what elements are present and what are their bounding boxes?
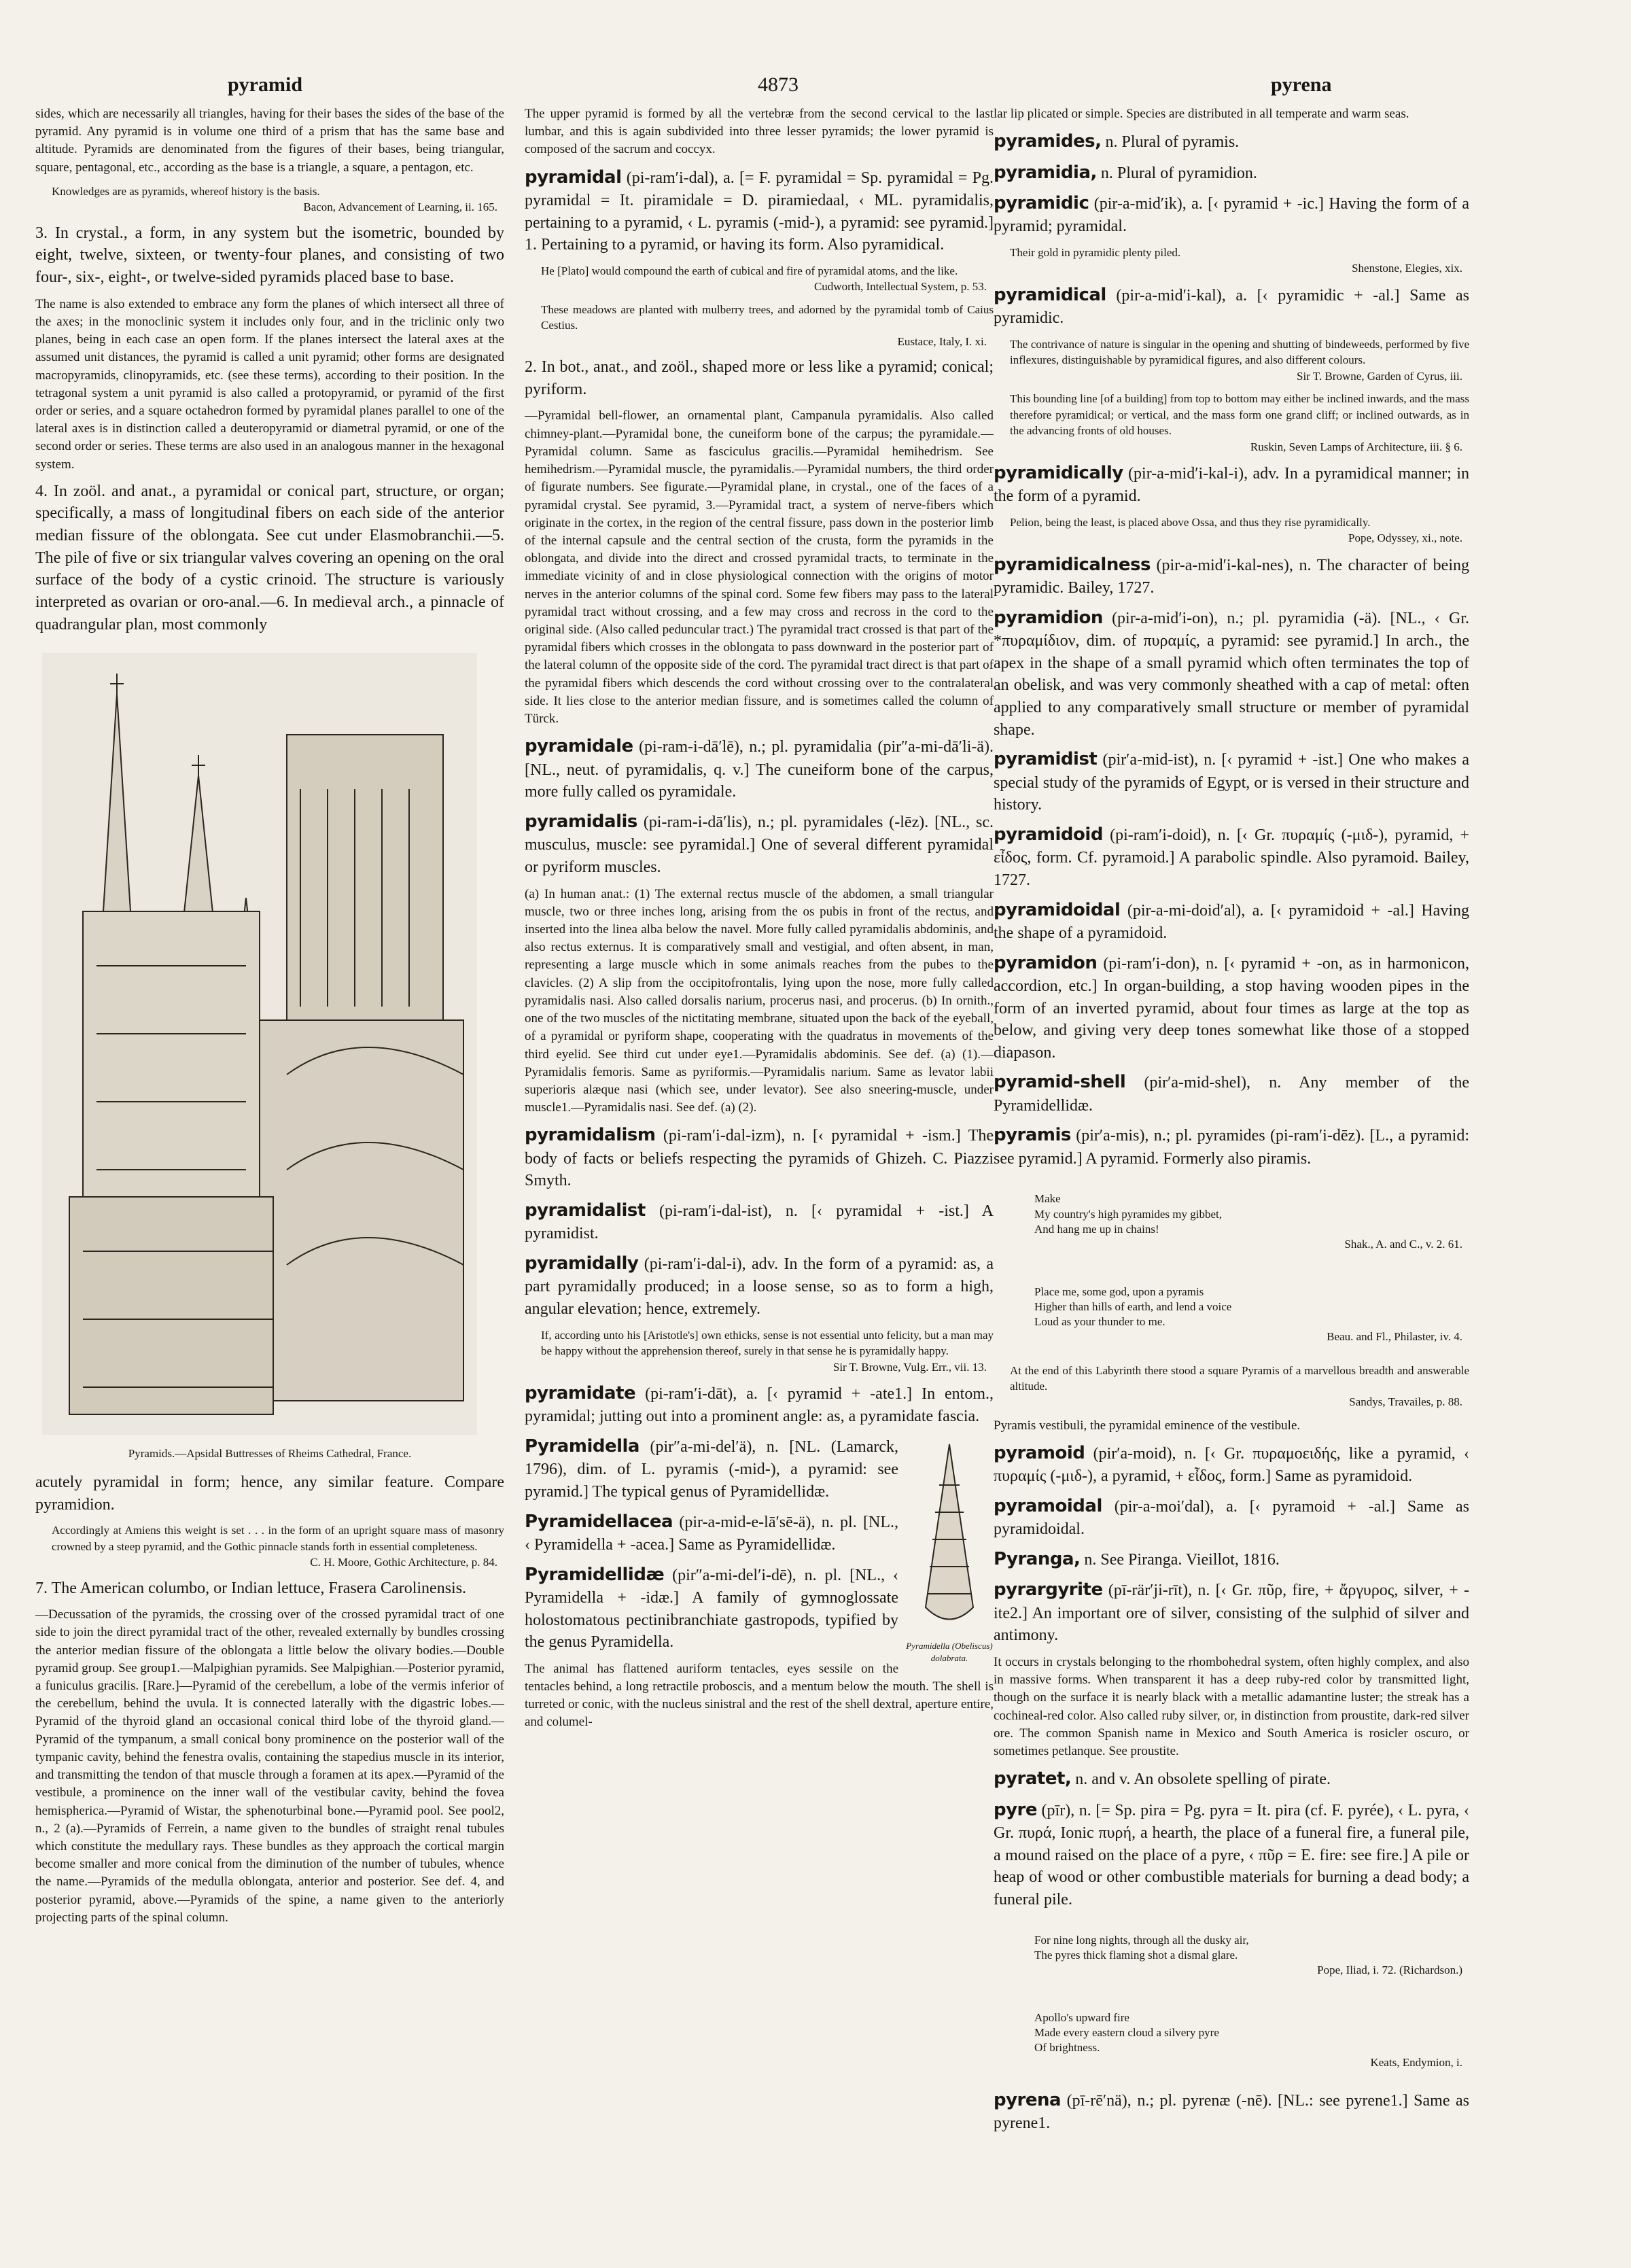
entry-pyramidon <box>994 952 1469 1064</box>
verse-text: Make My country's high pyramides my gibbet, And hang me up in chains! <box>1034 1192 1222 1236</box>
definition: (pi-ram′i-dāt), a. [‹ pyramid + -ate1.] In entom., pyramidal; jutting out into a prominent angle: as, a pyramidate fascia. <box>525 1384 994 1426</box>
headword: pyratet, <box>994 1768 1072 1790</box>
definition: (pi-ram-i-dā′lē), n.; pl. pyramidalia (pir″a-mi-dā′li-ä). [NL., neut. of pyramidalis, q. v.] The cuneiform bone of the carpus, more fully called os pyramidale. <box>525 738 994 801</box>
quote-source: Shak., A. and C., v. 2. 61. <box>1344 1237 1462 1251</box>
quote-text: If, according unto his [Aristotle's] own ethicks, sense is not essential unto felicity, but a man may be happy without the apprehension thereof, surely in that sense he is pyramidally happy. <box>541 1328 994 1358</box>
headword: pyramidalism <box>525 1125 656 1146</box>
column-3 <box>994 105 1469 2253</box>
definition: (pir-a-moi′dal), a. [‹ pyramoid + -al.] Same as pyramidoidal. <box>994 1498 1469 1539</box>
quotation <box>541 263 994 295</box>
entry-pyramidical <box>994 283 1469 330</box>
verse-text: For nine long nights, through all the dusky air, The pyres thick flaming shot a dismal glare. <box>1034 1933 1249 1961</box>
headword: pyramidale <box>525 736 633 757</box>
entry-note: It occurs in crystals belonging to the rhombohedral system, often highly complex, and also in massive forms. When transparent it has a deep ruby-red color by transmitted light, though on the surface it is nearly black with a metallic adamantine luster; the streak has a cochineal-red color. Also called ruby silver, or, in distinction from proustite, dark-red silver ore. The common Spanish name in Mexico and South America is rosicler oscuro, or sometimes petlanque. See proustite. <box>994 1655 1469 1759</box>
definition: n. Plural of pyramidion. <box>1100 164 1257 182</box>
entry-pyre <box>994 1798 1469 1911</box>
entry-text: 2. In bot., anat., and zoöl., shaped more or less like a pyramid; conical; pyriform. <box>525 358 994 398</box>
definition: (pir-a-mid′i-on), n.; pl. pyramidia (-ä). [NL., ‹ Gr. *πυραμίδιον, dim. of πυραμίς, a pyramid: see pyramid.] In arch., the apex in the shape of a small pyramid which often terminates the top of an obelisk, and was very commonly sheathed with a cap of metal: often applied to any comparatively small structure or member of pyramidal shape. <box>994 609 1469 739</box>
column-2 <box>525 105 994 2253</box>
definition: n. Plural of pyramis. <box>1105 133 1240 152</box>
entry-note: —Pyramidal bell-flower, an ornamental plant, Campanula pyramidalis. Also called chimney-plant.—Pyramidal bone, the cuneiform bone of the carpus; the pyramidale.—Pyramidal column. Same as fasciculus gracilis.—Pyramidal hemihedrism. See hemihedrism.—Pyramidal muscle, the pyramidalis.—Pyramidal numbers, the third order of figurate numbers. See figurate.—Pyramidal plane, in crystal., one of the faces of a pyramidal crystal. See pyramid, 3.—Pyramidal tract, a system of nerve-fibers which originate in the cortex, in the region of the central fissure, pass down in the posterior limb of the internal capsule and the central section of the crusta, form the pyramids in the oblongata, and divide into the direct and crossed pyramidal tracts, to terminate in the immediate vicinity of and in close physiological connection with the origins of motor nerves in the anterior columns of the spinal cord. Some few fibers may pass to the lateral pyramidal tract without crossing, and a few may cross and recross in the cord to the original side. (Also called peduncular tract.) The pyramidal tract crossed is that part of the pyramidal fibers which crosses in the oblongata to pass downward in the posterior part of the lateral column of the opposite side of the cord. The pyramidal tract direct is that part of the pyramidal fibers which descends the cord without crossing over to the contralateral side. It lies close to the anterior median fissure, and is sometimes called the column of Türck. <box>525 408 994 727</box>
headword: pyramidicalness <box>994 554 1151 575</box>
headword: pyramidia, <box>994 162 1097 183</box>
entry-pyramidate <box>525 1382 994 1428</box>
quotation <box>1010 245 1469 277</box>
quote-text: The contrivance of nature is singular in the opening and shutting of bindeweeds, performed by five inflexures, distinguishable by pyramidical figures, and also different colours. <box>1010 337 1469 367</box>
quotation <box>52 184 504 215</box>
definition: (pir-a-mi-doid′al), a. [‹ pyramidoid + -al.] Having the shape of a pyramidoid. <box>994 901 1469 942</box>
figure-caption: Pyramidella (Obeliscus) dolabrata. <box>906 1641 993 1664</box>
headword: pyramidist <box>994 749 1098 770</box>
definition: (pir″a-mi-del′ä), n. [NL. (Lamarck, 1796), dim. of L. pyramis (-mid-), a pyramid: see pyramid.] The typical genus of Pyramidellidæ. <box>525 1437 898 1501</box>
entry-pyramidist <box>994 748 1469 816</box>
headword: Pyramidellacea <box>525 1511 673 1532</box>
quote-source: Sir T. Browne, Garden of Cyrus, iii. <box>1297 369 1462 383</box>
definition: (pi-ram-i-dā′lis), n.; pl. pyramidales (-lēz). [NL., sc. musculus, muscle: see pyramidal.] One of several different pyramidal or pyriform muscles. <box>525 813 994 876</box>
definition: (pir′a-mid-shel), n. Any member of the Pyramidellidæ. <box>994 1074 1469 1115</box>
entry-pyramidoid <box>994 823 1469 892</box>
definition: (pir-a-mid′i-kal-i), adv. In a pyramidical manner; in the form of a pyramid. <box>994 464 1469 506</box>
headword: Pyranga, <box>994 1549 1081 1570</box>
entry-note: The upper pyramid is formed by all the vertebræ from the second cervical to the last lumbar, and this is again subdivided into three lesser pyramids; the lower pyramid is composed of the sacrum and coccyx. <box>525 107 994 157</box>
quote-text: He [Plato] would compound the earth of cubical and fire of pyramidal atoms, and the like. <box>541 264 958 277</box>
entry-text: 4. In zoöl. and anat., a pyramidal or conical part, structure, or organ; specifically, a mass of longitudinal fibers on each side of the anterior median fissure of the oblongata. See cut under Elasmobranchii.—5. The pile of five or six triangular valves covering an opening on the oral surface of the body of a cystic crinoid. The structure is variously interpreted as ovarian or oro-anal.—6. In medieval arch., a pinnacle of quadrangular plan, most commonly <box>35 482 504 633</box>
entry-pyramidia <box>994 161 1469 185</box>
quote-source: Sandys, Travailes, p. 88. <box>1349 1395 1462 1409</box>
headword: pyramidical <box>994 284 1106 305</box>
entry-pyranga <box>994 1548 1469 1571</box>
headword: pyramidal <box>525 167 622 188</box>
quote-source: Pope, Odyssey, xi., note. <box>1348 531 1462 545</box>
verse-quotation <box>1034 1270 1469 1360</box>
entry-pyramidicalness <box>994 553 1469 599</box>
running-head-right: pyrena <box>1271 73 1332 96</box>
headword: Pyramidella <box>525 1435 639 1456</box>
definition: (pir′a-mis), n.; pl. pyramides (pi-ram′i-dēz). [L., a pyramid: see pyramid.] A pyramid. Formerly also piramis. <box>994 1127 1469 1168</box>
entry-note: (a) In human anat.: (1) The external rectus muscle of the abdomen, a small triangular muscle, two or three inches long, arising from the os pubis in front of the rectus, and inserted into the linea alba below the navel. More fully called pyramidalis abdominis, and also rectus externus. It is comparatively small and vestigial, and often absent, in man, representing a large muscle which in some animals reaches from the pubes to the clavicles. (2) A slip from the occipitofrontalis, lying upon the nose, more fully called pyramidalis nasi. Also called dorsalis narium, procerus nasi, and procerus. (b) In ornith., one of the two muscles of the nictitating membrane, situated upon the back of the eyeball, of a pyramidal or pyriform shape, cooperating with the quadratus in movements of the third eyelid. See third cut under eye1.—Pyramidalis abdominis. See def. (a) (1).—Pyramidalis femoris. Same as pyriformis.—Pyramidalis narium. Same as levator labii superioris alæque nasi (which see, under levator). See also sneering-muscle, under muscle1.—Pyramidalis nasi. See def. (a) (2). <box>525 886 994 1115</box>
headword: pyrena <box>994 2089 1062 2110</box>
headword: pyramidoidal <box>994 899 1121 920</box>
quote-source: Bacon, Advancement of Learning, ii. 165. <box>303 200 497 214</box>
quote-source: Sir T. Browne, Vulg. Err., vii. 13. <box>832 1360 987 1374</box>
quotation <box>52 1522 504 1570</box>
headword: pyramoid <box>994 1443 1085 1464</box>
quotation <box>541 302 994 349</box>
page-number: 4873 <box>758 73 799 96</box>
headword: pyramides, <box>994 131 1102 152</box>
entry-pyramidal <box>525 166 994 256</box>
headword: pyramid-shell <box>994 1072 1126 1093</box>
entry-pyrargyrite <box>994 1578 1469 1647</box>
quote-text: At the end of this Labyrinth there stood a square Pyramis of a marvellous breadth and answerable altitude. <box>1010 1363 1469 1393</box>
entry-pyramidally <box>525 1252 994 1321</box>
entry-pyramides <box>994 130 1469 154</box>
definition: (pī-rär′ji-rīt), n. [‹ Gr. πῦρ, fire, + ἄργυρος, silver, + -ite2.] An important ore of silver, consisting of the sulphid of silver and antimony. <box>994 1582 1469 1645</box>
definition: (pi-ram′i-dal-ist), n. [‹ pyramidal + -ist.] A pyramidist. <box>525 1202 994 1243</box>
verse-quotation <box>1034 1995 1469 2086</box>
entry-pyramidically <box>994 461 1469 508</box>
headword: pyramidoid <box>994 824 1103 845</box>
definition: (pir′a-mid-ist), n. [‹ pyramid + -ist.] One who makes a special study of the pyramids of Egypt, or is versed in their structure and history. <box>994 751 1469 814</box>
definition: (pi-ram′i-dal-i), adv. In the form of a pyramid: as, a part pyramidally produced; in a loose sense, so as to form a high, angular elevation; hence, extremely. <box>525 1255 994 1318</box>
definition: (pir-a-mid′ik), a. [‹ pyramid + -ic.] Having the form of a pyramid; pyramidal. <box>994 194 1469 236</box>
definition: (pi-ram′i-dal), a. [= F. pyramidal = Sp. pyramidal = Pg. pyramidal = It. piramidale = D. piramiedaal, ‹ ML. pyramidalis, pertaining to a pyramid, ‹ L. pyramis (-mid-), a pyramid: see pyramid.] 1. Pertaining to a pyramid, or having its form. Also pyramidical. <box>525 169 994 254</box>
quote-text: Knowledges are as pyramids, whereof history is the basis. <box>52 184 320 198</box>
headword: pyramidate <box>525 1382 636 1403</box>
quote-text: This bounding line [of a building] from top to bottom may either be inclined inwards, and the mass therefore pyramidical; or vertical, and the mass form one grand cliff; or inclined outwards, as in the advancing fronts of old houses. <box>1010 392 1469 438</box>
verse-quotation <box>1034 1918 1469 1993</box>
definition: (pīr), n. [= Sp. pira = Pg. pyra = It. pira (cf. F. pyrée), ‹ L. pyra, ‹ Gr. πυρά, Ionic πυρή, a hearth, the place of a funeral fire, a funeral pile, a mound raised on the place of a pyre, ‹ πῦρ = E. fire: see fire.] A pile or heap of wood or other combustible materials for burning a dead body; a funeral pile. <box>994 1801 1469 1908</box>
headword: pyramidalist <box>525 1200 646 1221</box>
quote-source: Cudworth, Intellectual System, p. 53. <box>813 280 987 294</box>
definition: (pi-ram′i-don), n. [‹ pyramid + -on, as in harmonicon, accordion, etc.] In organ-building, a stop having wooden pipes in the form of an inverted pyramid, about four times as large at the top as below, and giving very deep tones somewhat like those of a stopped diapason. <box>994 954 1469 1062</box>
verse-quotation <box>1034 1176 1469 1267</box>
figure-caption: Pyramids.—Apsidal Buttresses of Rheims Cathedral, France. <box>128 1447 412 1461</box>
entry-pyrena <box>994 2089 1469 2135</box>
entry-text: 7. The American columbo, or Indian lettuce, Frasera Carolinensis. <box>35 1579 467 1597</box>
definition: (pī-rē′nä), n.; pl. pyrenæ (-nē). [NL.: see pyrene1.] Same as pyrene1. <box>994 2091 1469 2132</box>
headword: pyramidally <box>525 1253 639 1274</box>
shell-figure <box>905 1437 994 1662</box>
definition: (pir-a-mid′i-kal-nes), n. The character of being pyramidic. Bailey, 1727. <box>994 556 1469 597</box>
quote-text: Pelion, being the least, is placed above Ossa, and thus they rise pyramidically. <box>1010 515 1371 529</box>
quote-source: Ruskin, Seven Lamps of Architecture, iii. § 6. <box>1250 440 1462 453</box>
quote-source: Keats, Endymion, i. <box>1370 2056 1462 2070</box>
definition: n. See Piranga. Vieillot, 1816. <box>1084 1551 1280 1569</box>
entry-pyratet <box>994 1767 1469 1791</box>
quote-text: Their gold in pyramidic plenty piled. <box>1010 245 1181 259</box>
quotation <box>541 1327 994 1375</box>
verse-text: Apollo's upward fire Made every eastern cloud a silvery pyre Of brightness. <box>1034 2011 1219 2055</box>
headword: pyre <box>994 1799 1038 1820</box>
entry-pyramidic <box>994 192 1469 238</box>
definition: (pir′a-moid), n. [‹ Gr. πυραμοειδής, like a pyramid, ‹ πυραμίς (-μιδ-), a pyramid, + εἶδος, form.] Same as pyramidoid. <box>994 1445 1469 1486</box>
headword: pyramidically <box>994 462 1123 483</box>
quote-source: Beau. and Fl., Philaster, iv. 4. <box>1327 1330 1462 1344</box>
definition: n. and v. An obsolete spelling of pirate. <box>1075 1770 1331 1789</box>
entry-pyramis <box>994 1123 1469 1170</box>
quotation <box>1010 1363 1469 1410</box>
entry-pyramoid <box>994 1442 1469 1488</box>
entry-pyramid-shell <box>994 1070 1469 1117</box>
running-head-left: pyramid <box>228 73 303 96</box>
entry-text: sides, which are necessarily all triangles, having for their bases the sides of the base of the pyramid. Any pyramid is in volume one third of a prism that has the same base and altitude. Pyramids are denominated from the figures of their bases, being triangular, square, pentagonal, etc., according as the base is a triangle, a square, a pentagon, etc. <box>35 107 504 175</box>
quotation <box>1010 336 1469 384</box>
headword: pyramidon <box>994 952 1098 973</box>
quote-text: These meadows are planted with mulberry trees, and adorned by the pyramidal tomb of Caius Cestius. <box>541 302 994 332</box>
quote-text: Accordingly at Amiens this weight is set . . . in the form of an upright square mass of masonry crowned by a steep pyramid, and the Gothic pinnacle stands forth in essential completeness. <box>52 1524 504 1553</box>
entry-pyramidale <box>525 735 994 803</box>
headword: pyramidic <box>994 192 1089 213</box>
entry-note: Pyramis vestibuli, the pyramidal eminence of the vestibule. <box>994 1418 1301 1433</box>
definition: (pir-a-mid-e-lā′sē-ä), n. pl. [NL., ‹ Pyramidella + -acea.] Same as Pyramidellidæ. <box>525 1513 898 1554</box>
entry-note: —Decussation of the pyramids, the crossing over of the crossed pyramidal tract of one side to join the direct pyramidal tract of the other, revealed externally by bundles crossing the anterior median fissure of the oblongata a little below the olivary bodies.—Double pyramid group. See group1.—Malpighian pyramids. See Malpighian.—Posterior pyramid, a funiculus gracilis. [Rare.]—Pyramid of the cerebellum, a lobe of the vermis inferior of the cerebellum, behind the uvula. It is connected laterally with the digastric lobes.—Pyramid of the thyroid gland an occasional conical third lobe of the thyroid gland.—Pyramid of the tympanum, a small conical bony prominence on the posterior wall of the tympanic cavity, behind the fenestra ovalis, containing the stapedius muscle in its interior, and transmitting the tendon of that muscle through a foramen at its apex.—Pyramid of the vestibule, a prominence on the inner wall of the vestibular cavity, behind the fovea hemispherica.—Pyramid of Wistar, the sphenoturbinal bone.—Pyramid pool. See pool2, n., 2 (a).—Pyramids of Ferrein, a name given to the bundles of straight renal tubules which constitute the medullary rays. These bundles as they approach the cortical margin become smaller and more conical from the diminution of the number of tubules, whence the name.—Pyramids of the medulla oblongata, anterior and posterior. See def. 4, and posterior pyramid, above.—Pyramids of the spine, a name given to the anteriorly projecting parts of the spinal column. <box>35 1607 504 1925</box>
headword: pyramis <box>994 1125 1071 1146</box>
definition: (pi-ram′i-dal-izm), n. [‹ pyramidal + -ism.] The body of facts or beliefs respecting the pyramids of Ghizeh. C. Piazzi Smyth. <box>525 1127 994 1190</box>
verse-text: Place me, some god, upon a pyramis Higher than hills of earth, and lend a voice Loud as your thunder to me. <box>1034 1285 1232 1329</box>
entry-text: acutely pyramidal in form; hence, any similar feature. Compare pyramidion. <box>35 1473 504 1514</box>
entry-pyramidion <box>994 606 1469 741</box>
headword: pyramidalis <box>525 811 637 832</box>
column-1 <box>35 105 504 2253</box>
entry-pyramoidal <box>994 1495 1469 1541</box>
entry-pyramidalist <box>525 1199 994 1245</box>
quote-source: Pope, Iliad, i. 72. (Richardson.) <box>1317 1963 1462 1976</box>
cathedral-illustration <box>42 653 477 1435</box>
definition: (pi-ram′i-doid), n. [‹ Gr. πυραμίς (-μιδ-), pyramid, + εἶδος, form. Cf. pyramoid.] A parabolic spindle. Also pyramoid. Bailey, 1727. <box>994 826 1469 889</box>
headword: pyramoidal <box>994 1496 1102 1517</box>
definition: (pir″a-mi-del′i-dē), n. pl. [NL., ‹ Pyramidella + -idæ.] A family of gymnoglossate holostomatous pectinibranchiate gastropods, typified by the genus Pyramidella. <box>525 1566 899 1652</box>
quote-source: Shenstone, Elegies, xix. <box>1352 262 1462 275</box>
quote-source: Eustace, Italy, I. xi. <box>897 334 987 348</box>
quotation <box>1010 391 1469 455</box>
quotation <box>1010 514 1469 546</box>
entry-note: The animal has flattened auriform tentacles, eyes sessile on the tentacles behind, a long retractile proboscis, and a mentum below the mouth. The shell is turreted or conic, with the nucleus sinistral and the rest of the shell dextral, aperture entire, and columel- <box>525 1661 994 1730</box>
entry-note: The name is also extended to embrace any form the planes of which intersect all three of the axes; in the monoclinic system it includes only four, and in the triclinic only two planes, being in each case an open form. If the planes intersect the lateral axes at the assumed unit distances, the pyramid is called a unit pyramid; other forms are designated macropyramids, clinopyramids, etc. (see these terms), according to their position. In the tetragonal system a unit pyramid is also called a protopyramid, or pyramid of the first order or series, and a square octahedron formed by pyramidal planes parallel to one of the lateral axes is in distinction called a deuteropyramid or diametral pyramid, or one of the second order or series. These terms are also used in an analogous manner in the hexagonal system. <box>35 296 504 472</box>
entry-pyramidalism <box>525 1123 994 1192</box>
shell-illustration <box>905 1437 994 1635</box>
headword: pyramidion <box>994 607 1103 628</box>
entry-text: 3. In crystal., a form, in any system but the isometric, bounded by eight, twelve, sixteen, or twenty-four planes, and consisting of two four-, six-, eight-, or twelve-sided pyramids placed base to base. <box>35 224 504 287</box>
entry-note: lar lip plicated or simple. Species are distributed in all temperate and warm seas. <box>994 107 1409 121</box>
entry-pyramidalis <box>525 810 994 879</box>
entry-pyramidoidal <box>994 899 1469 945</box>
headword: Pyramidellidæ <box>525 1564 665 1585</box>
quote-source: C. H. Moore, Gothic Architecture, p. 84. <box>310 1556 497 1569</box>
headword: pyrargyrite <box>994 1580 1103 1601</box>
definition: (pir-a-mid′i-kal), a. [‹ pyramidic + -al.] Same as pyramidic. <box>994 286 1469 328</box>
